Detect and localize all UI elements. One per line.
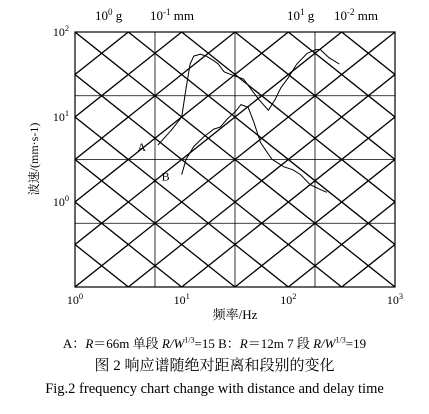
grid-lines bbox=[75, 0, 429, 330]
x-tick-label: $10^1$ bbox=[173, 292, 190, 307]
top-scale-labels bbox=[95, 7, 378, 23]
grid-line-acceleration bbox=[75, 0, 429, 330]
note-a-r: R bbox=[85, 336, 94, 351]
series-note bbox=[0, 333, 429, 352]
grid-line-acceleration bbox=[75, 32, 429, 330]
grid-line-acceleration bbox=[75, 0, 429, 330]
grid-line-acceleration bbox=[75, 330, 429, 331]
grid-line-acceleration bbox=[75, 0, 429, 330]
note-a-sup: 1/3 bbox=[184, 335, 195, 345]
grid-line-displacement bbox=[75, 0, 429, 245]
x-tick-label: $10^2$ bbox=[280, 292, 297, 307]
y-tick-label: $10^2$ bbox=[52, 24, 69, 39]
series-b-line bbox=[182, 105, 327, 193]
grid-line-acceleration bbox=[75, 0, 429, 330]
grid-line-displacement bbox=[75, 0, 429, 330]
y-axis-label: 波速/(mm·s-1) bbox=[27, 122, 41, 196]
grid-line-displacement bbox=[75, 0, 429, 330]
grid-line-acceleration bbox=[75, 0, 429, 330]
grid-line-displacement bbox=[75, 0, 429, 160]
note-b-sup: 1/3 bbox=[335, 335, 346, 345]
x-tick-label: $10^0$ bbox=[66, 292, 84, 307]
top-scale-label: $10^1$ g bbox=[287, 7, 315, 23]
grid-line-acceleration bbox=[75, 0, 429, 330]
top-scale-label: $10^0$ g bbox=[95, 7, 123, 23]
note-a-prefix: A： bbox=[62, 336, 86, 351]
note-b-mid: ＝12m 7 段 bbox=[247, 336, 314, 351]
x-axis-label: 频率/Hz bbox=[212, 307, 258, 322]
y-tick-label: $10^0$ bbox=[52, 194, 69, 209]
series-a-label: A bbox=[137, 139, 147, 154]
series-b-label: B bbox=[161, 169, 170, 184]
caption-chinese: 图 2 响应谱随绝对距离和段别的变化 bbox=[94, 358, 335, 374]
y-tick-label: $10^1$ bbox=[52, 109, 69, 124]
top-scale-label: $10^{-2}$ mm bbox=[334, 7, 378, 23]
note-b-r: R bbox=[239, 336, 248, 351]
note-b-rw: R/W bbox=[313, 336, 336, 351]
caption-english: Fig.2 frequency chart change with distance and delay time bbox=[45, 381, 384, 397]
grid-line-displacement bbox=[75, 0, 429, 330]
grid-line-displacement bbox=[75, 0, 429, 330]
note-a-tail: =15 B： bbox=[194, 336, 240, 351]
grid-line-displacement bbox=[75, 0, 429, 330]
x-tick-label: $10^3$ bbox=[386, 292, 404, 307]
note-b-tail: =19 bbox=[345, 336, 367, 351]
top-scale-label: $10^{-1}$ mm bbox=[150, 7, 194, 23]
grid-line-displacement bbox=[75, 0, 429, 330]
note-a-mid: ＝66m 单段 bbox=[93, 336, 162, 351]
note-a-rw: R/W bbox=[161, 336, 185, 351]
